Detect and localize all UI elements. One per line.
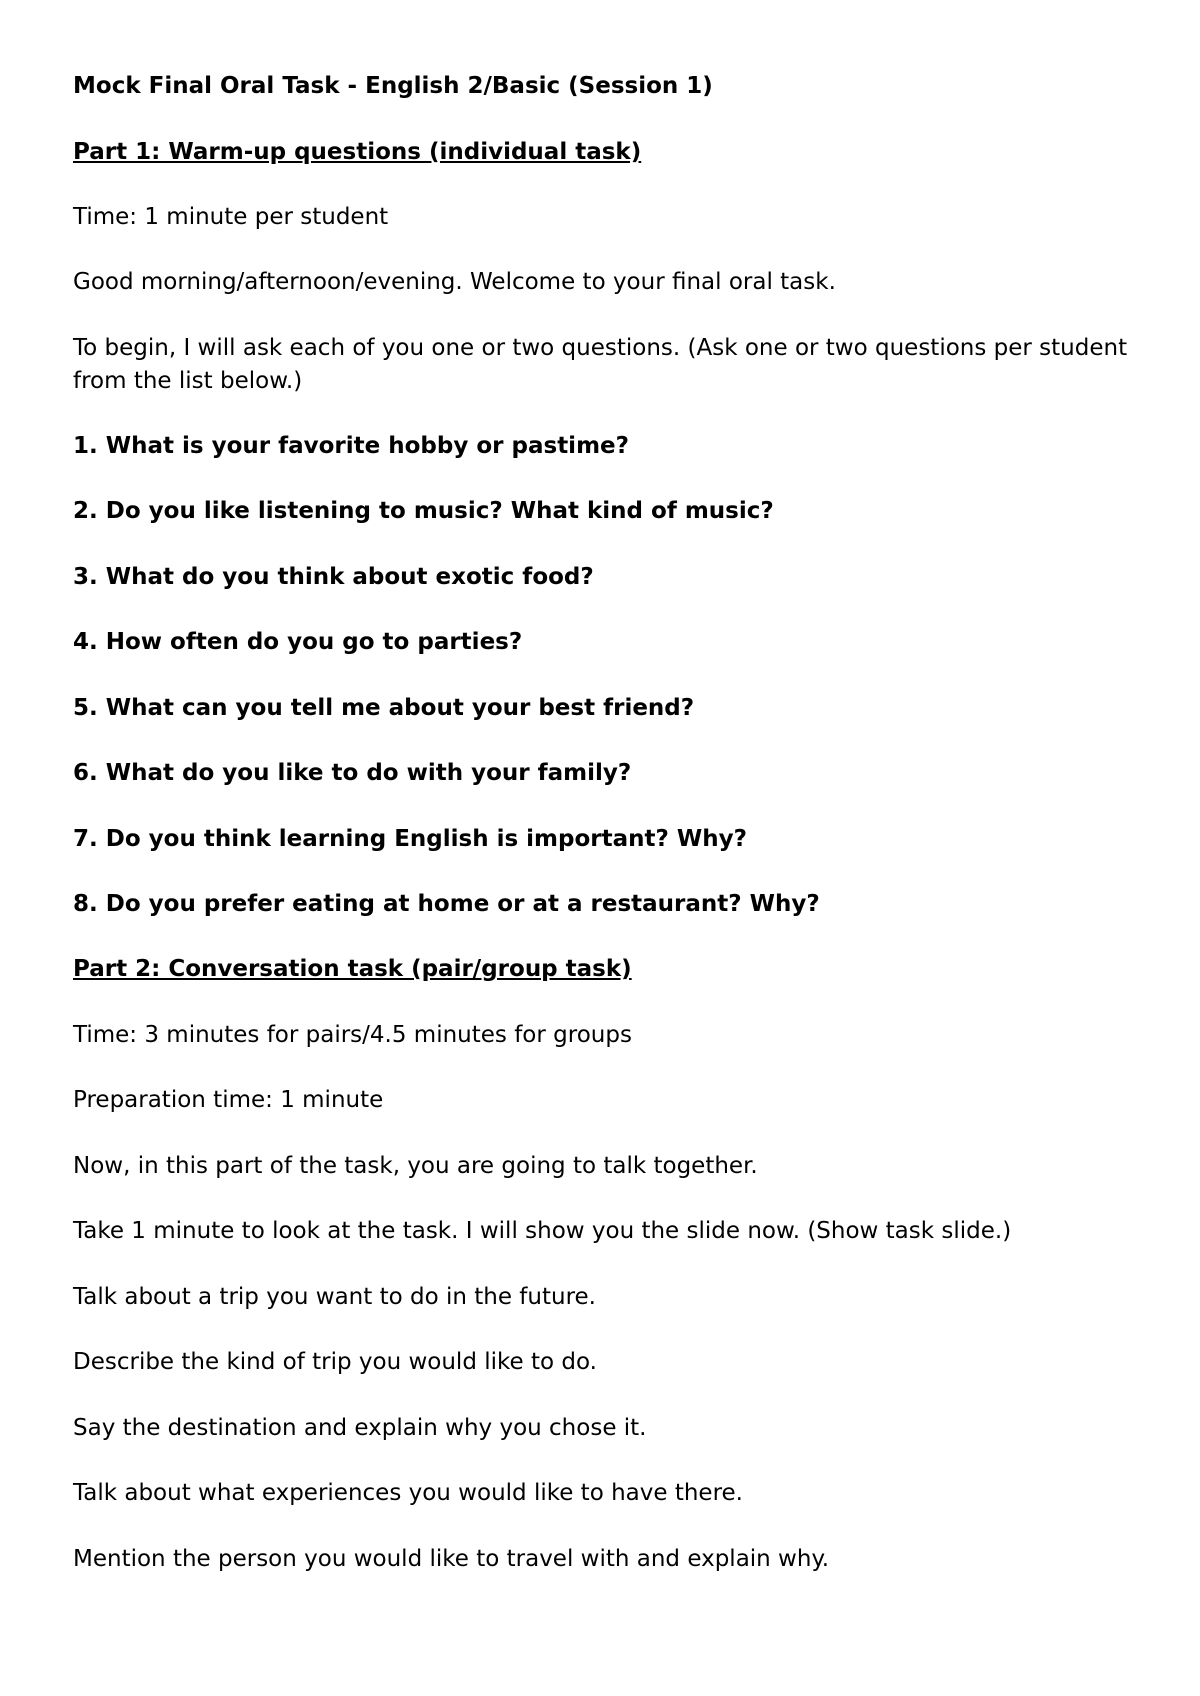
- part1-instructions: To begin, I will ask each of you one or two questions. (Ask one or two questions per student from the list below.): [73, 335, 1128, 394]
- question-item: 2. Do you like listening to music? What kind of music?: [73, 498, 774, 524]
- part1-greeting: Good morning/afternoon/evening. Welcome to your final oral task.: [73, 269, 836, 295]
- prompt-item: Say the destination and explain why you chose it.: [73, 1415, 647, 1441]
- question-item: 5. What can you tell me about your best friend?: [73, 695, 695, 721]
- part2-time: Time: 3 minutes for pairs/4.5 minutes for groups: [73, 1022, 632, 1048]
- question-item: 6. What do you like to do with your family?: [73, 760, 632, 786]
- question-item: 4. How often do you go to parties?: [73, 629, 523, 655]
- question-item: 7. Do you think learning English is important? Why?: [73, 826, 747, 852]
- part2-slide-instruction: Take 1 minute to look at the task. I will show you the slide now. (Show task slide.): [73, 1218, 1012, 1244]
- part2-intro: Now, in this part of the task, you are going to talk together.: [73, 1153, 758, 1179]
- question-item: 8. Do you prefer eating at home or at a restaurant? Why?: [73, 891, 820, 917]
- part2-preparation: Preparation time: 1 minute: [73, 1087, 384, 1113]
- question-item: 3. What do you think about exotic food?: [73, 564, 594, 590]
- prompt-item: Talk about what experiences you would like to have there.: [73, 1480, 743, 1506]
- part2-heading: Part 2: Conversation task (pair/group task): [73, 956, 632, 982]
- document-title: Mock Final Oral Task - English 2/Basic (Session 1): [73, 73, 713, 99]
- prompt-item: Mention the person you would like to travel with and explain why.: [73, 1546, 830, 1572]
- question-item: 1. What is your favorite hobby or pastime?: [73, 433, 629, 459]
- prompt-item: Describe the kind of trip you would like to do.: [73, 1349, 597, 1375]
- part1-heading: Part 1: Warm-up questions (individual task): [73, 139, 642, 165]
- prompt-item: Talk about a trip you want to do in the future.: [73, 1284, 596, 1310]
- part1-time: Time: 1 minute per student: [73, 204, 389, 230]
